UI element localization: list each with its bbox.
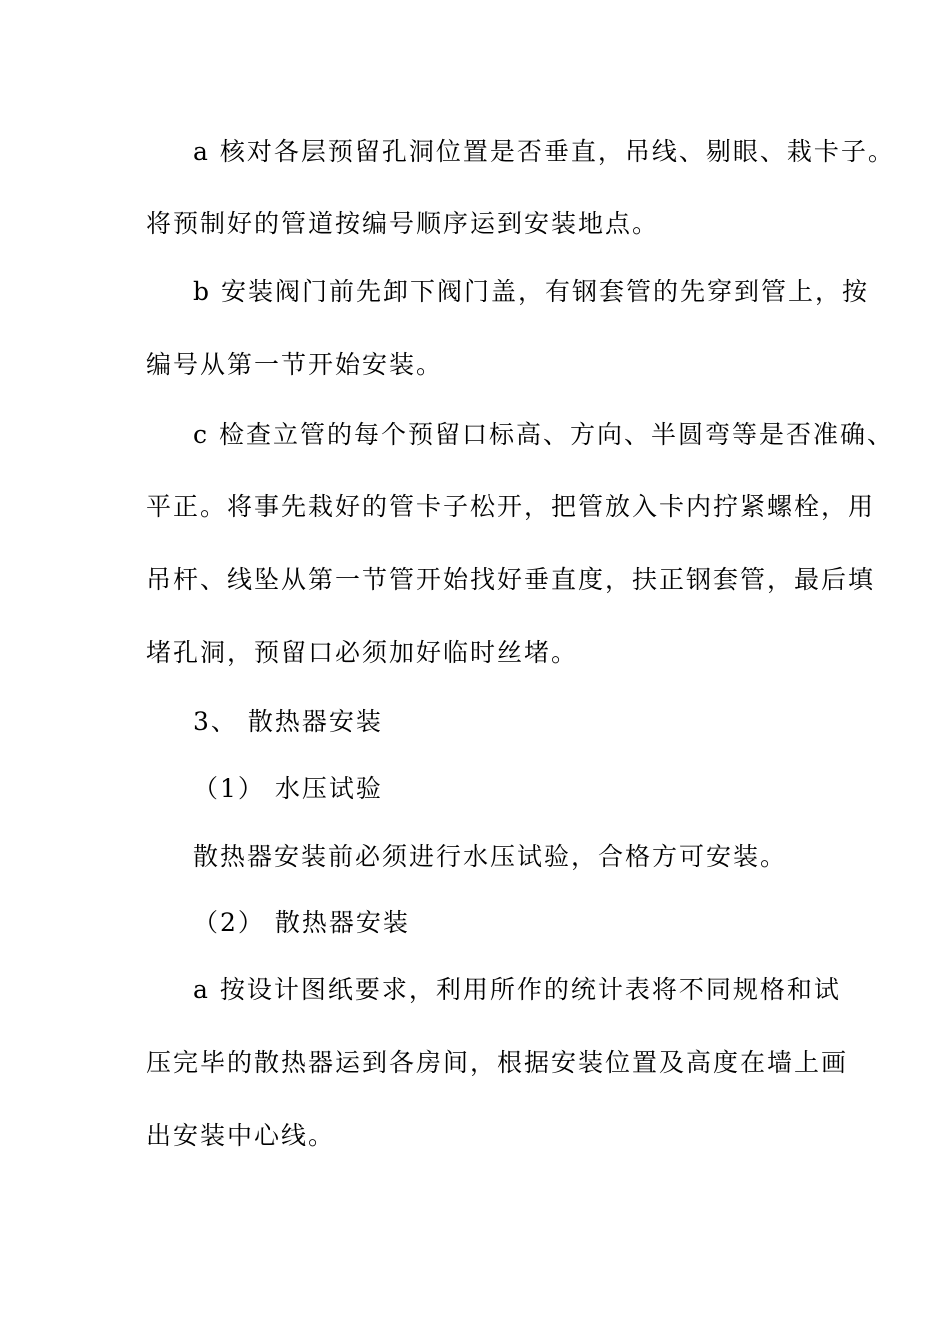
paragraph-line: 出安装中心线。 (146, 1121, 336, 1150)
section-heading: 3、 散热器安装 (193, 707, 383, 736)
paragraph-line: a 按设计图纸要求，利用所作的统计表将不同规格和试 (193, 975, 841, 1004)
paragraph-line: 将预制好的管道按编号顺序运到安装地点。 (146, 209, 660, 238)
paragraph-line: 压完毕的散热器运到各房间，根据安装位置及高度在墙上画 (146, 1048, 849, 1077)
paragraph-line: 编号从第一节开始安装。 (146, 350, 444, 379)
subsection-heading: （2） 散热器安装 (193, 908, 410, 937)
subsection-heading: （1） 水压试验 (193, 774, 383, 803)
paragraph-line: 堵孔洞，预留口必须加好临时丝堵。 (146, 638, 579, 667)
paragraph-line: a 核对各层预留孔洞位置是否垂直，吊线、剔眼、栽卡子。 (193, 137, 895, 166)
paragraph-line: 散热器安装前必须进行水压试验，合格方可安装。 (193, 842, 788, 871)
paragraph-line: 平正。将事先栽好的管卡子松开，把管放入卡内拧紧螺栓，用 (146, 492, 876, 521)
paragraph-line: c 检查立管的每个预留口标高、方向、半圆弯等是否准确、 (193, 420, 894, 449)
paragraph-line: 吊杆、线坠从第一节管开始找好垂直度，扶正钢套管，最后填 (146, 565, 876, 594)
paragraph-line: b 安装阀门前先卸下阀门盖，有钢套管的先穿到管上，按 (193, 277, 869, 306)
